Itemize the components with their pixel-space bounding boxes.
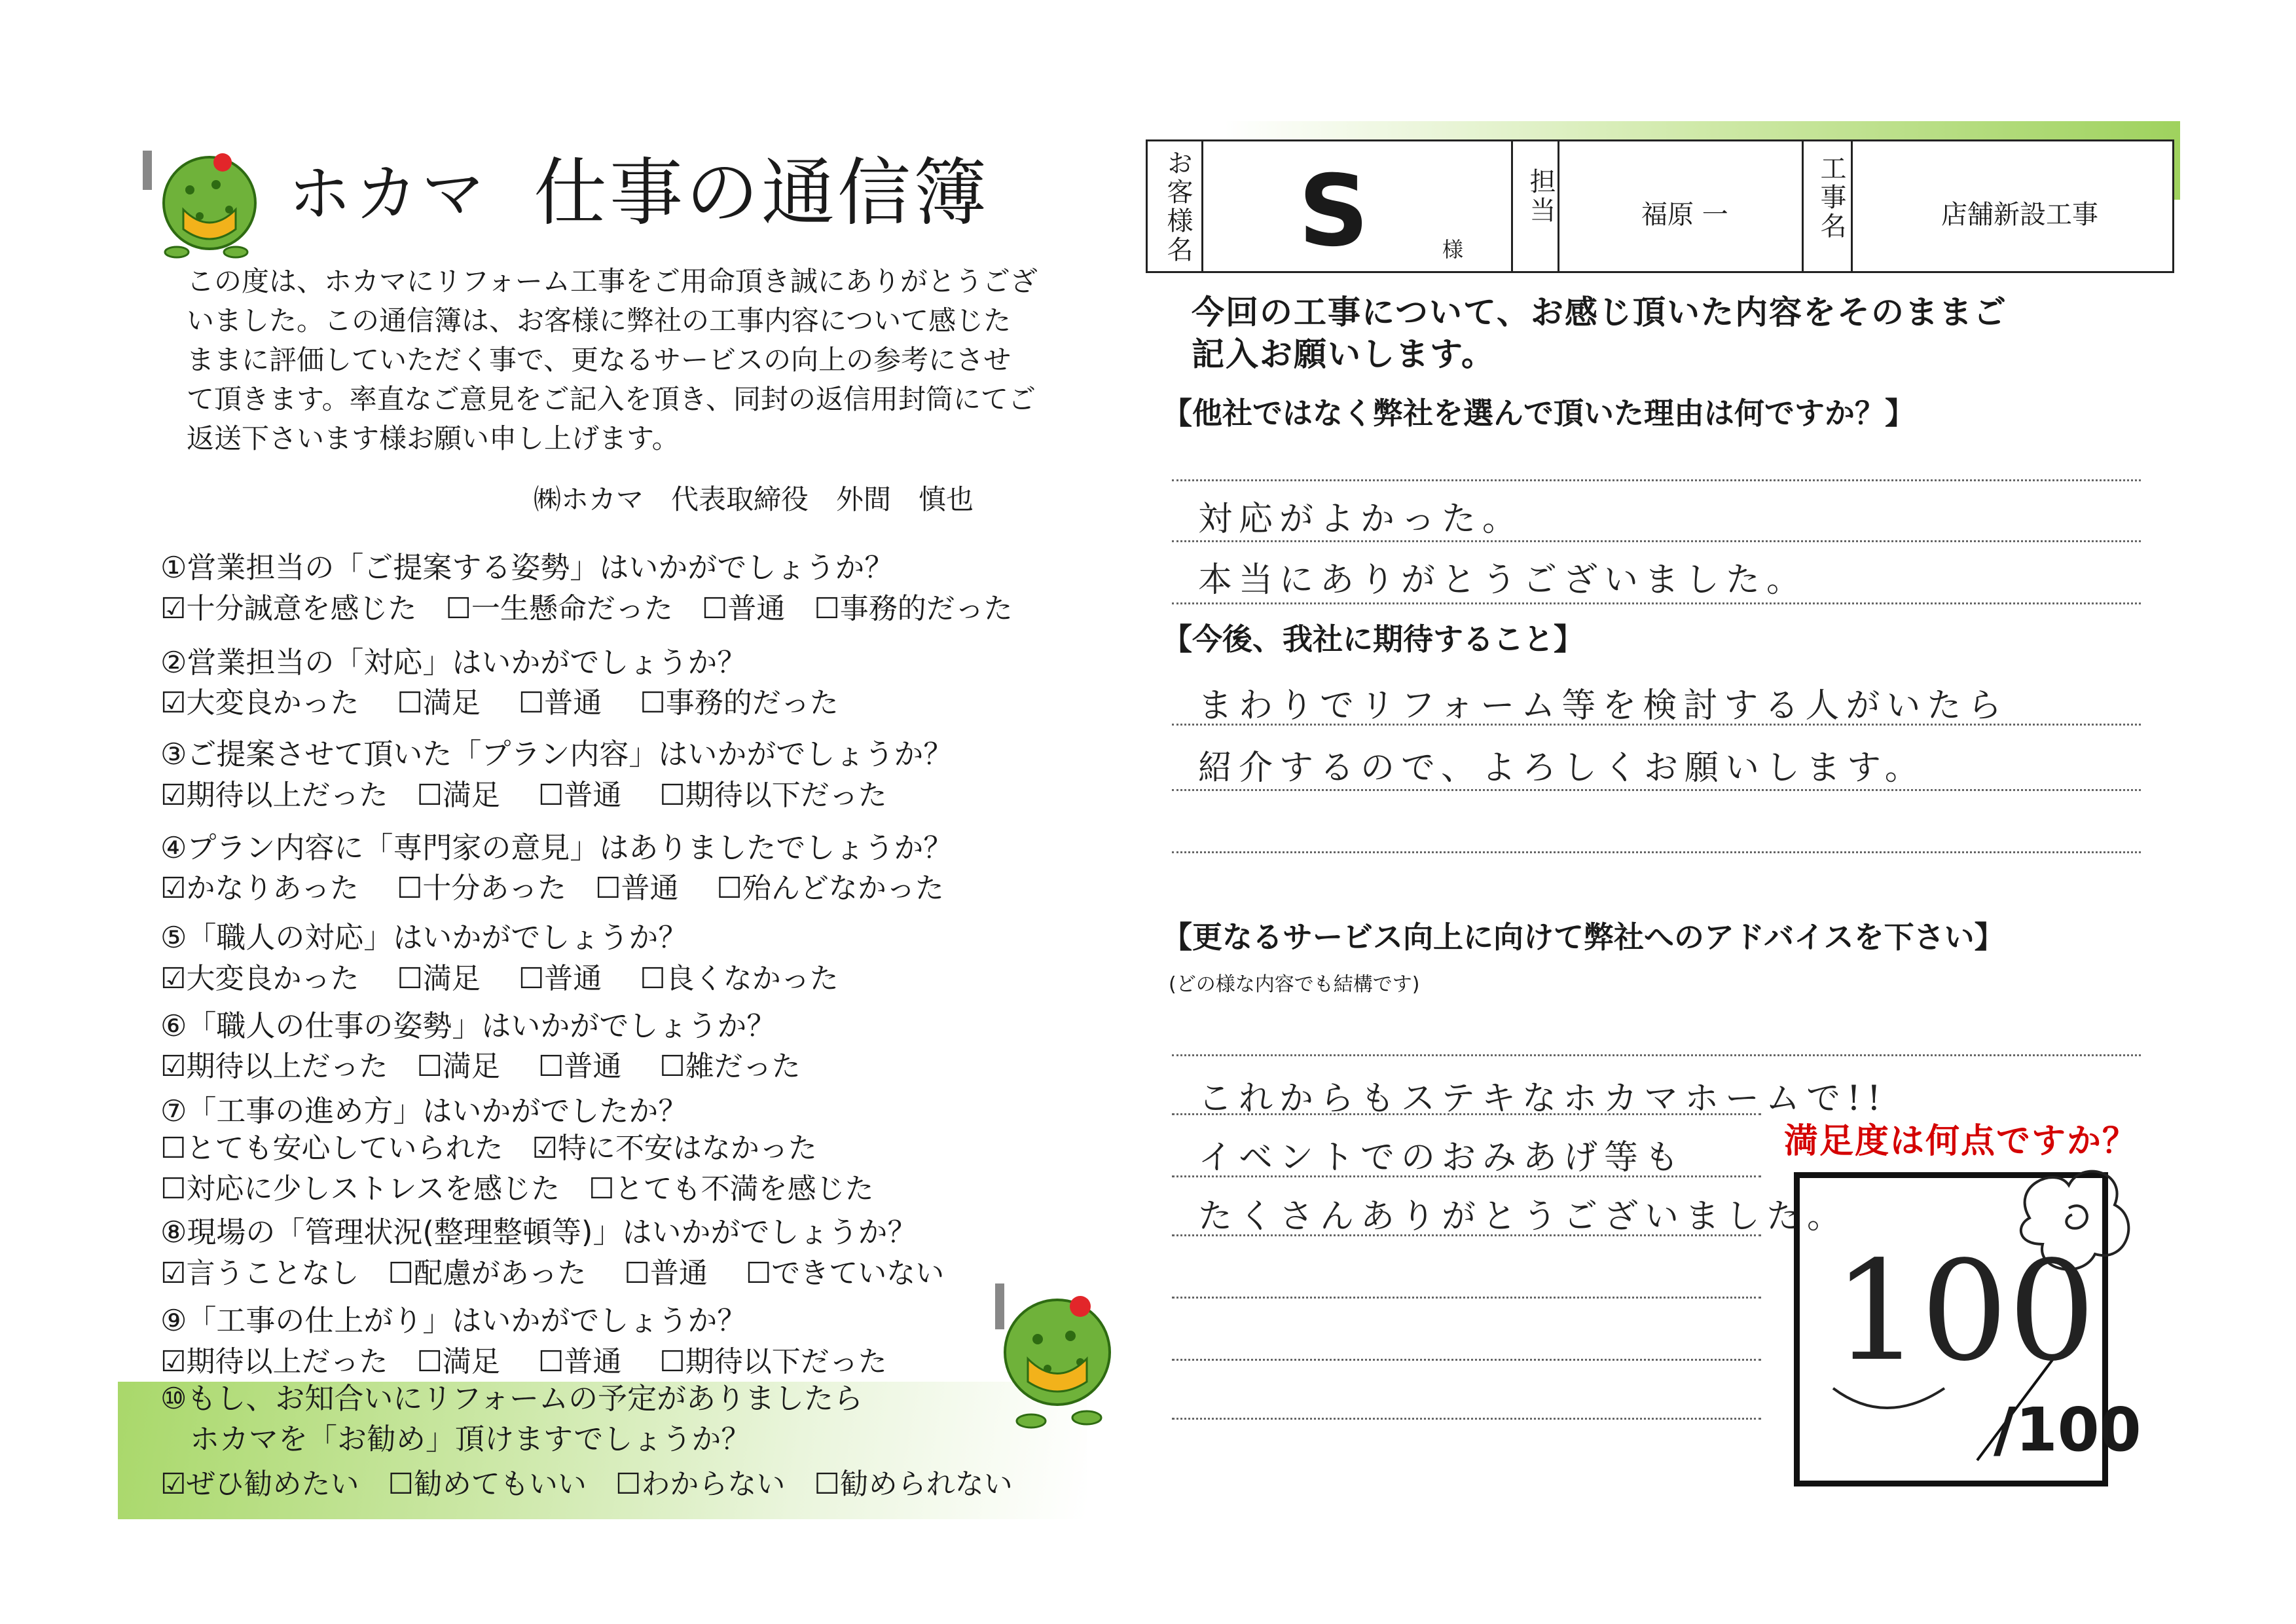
question-3: ③ご提案させて頂いた「プラン内容」はいかがでしょうか？: [160, 737, 953, 771]
question-6-options[interactable]: ☑期待以上だった ☐満足 ☐普通 ☐雑だった: [160, 1050, 801, 1083]
work-label: 工事名: [1816, 155, 1846, 241]
reason-answer-line-2: 本当にありがとうございました。: [1198, 561, 1808, 600]
question-10: ⑩もし、お知合いにリフォームの予定がありましたら ホカマを「お勧め」頂けますでしょうか？: [160, 1381, 864, 1456]
question-7: ⑦「工事の進め方」はいかがでしたか？: [160, 1094, 688, 1128]
advice-answer-line-3: たくさんありがとうございました。: [1198, 1197, 1848, 1236]
question-3-options[interactable]: ☑期待以上だった ☐満足 ☐普通 ☐期待以下だった: [160, 779, 887, 812]
rep-name: 福原 一: [1641, 200, 1728, 230]
question-8-options[interactable]: ☑言うことなし ☐配慮があった ☐普通 ☐できていない: [160, 1257, 945, 1290]
customer-label-cell: [1148, 141, 1203, 271]
question-2-options[interactable]: ☑大変良かった ☐満足 ☐普通 ☐事務的だった: [160, 686, 839, 720]
section-advice-title: 【更なるサービス向上に向けて弊社へのアドバイスを下さい】: [1162, 919, 2005, 955]
section-reason-title: 【他社ではなく弊社を選んで頂いた理由は何ですか？】: [1162, 396, 1915, 431]
question-2: ②営業担当の「対応」はいかがでしょうか？: [160, 645, 747, 680]
signature: ㈱ホカマ 代表取締役 外間 慎也: [534, 483, 974, 515]
work-name: 店舗新設工事: [1941, 200, 2098, 230]
score-max: /100: [1994, 1395, 2141, 1465]
question-5-options[interactable]: ☑大変良かった ☐満足 ☐普通 ☐良くなかった: [160, 962, 839, 995]
rep-label-cell: [1513, 141, 1559, 271]
advice-answer-line-1: これからもステキなホカマホームで!!: [1198, 1079, 1887, 1118]
question-10-options[interactable]: ☑ぜひ勧めたい ☐勧めてもいい ☐わからない ☐勧められない: [160, 1467, 1013, 1501]
score-label: 満足度は何点ですか？: [1784, 1122, 2138, 1161]
brand-name: ホカマ: [288, 157, 488, 231]
question-9-options[interactable]: ☑期待以上だった ☐満足 ☐普通 ☐期待以下だった: [160, 1345, 887, 1378]
question-4-options[interactable]: ☑かなりあった ☐十分あった ☐普通 ☐殆んどなかった: [160, 872, 944, 905]
question-1-options[interactable]: ☑十分誠意を感じた ☐一生懸命だった ☐普通 ☐事務的だった: [160, 592, 1013, 625]
mascot-icon: [982, 1277, 1126, 1434]
section-expect-title: 【今後、我社に期待すること】: [1162, 621, 1584, 657]
question-8: ⑧現場の「管理状況(整理整頓等)」はいかがでしょうか？: [160, 1215, 917, 1249]
mascot-logo: [137, 138, 275, 262]
customer-name-cell: [1203, 141, 1513, 271]
advice-note: (どの様な内容でも結構です): [1169, 973, 1420, 996]
question-4: ④プラン内容に「専門家の意見」はありましたでしょうか？: [160, 830, 953, 865]
customer-name: S: [1298, 155, 1370, 268]
work-name-cell: [1853, 141, 2170, 271]
work-label-cell: [1804, 141, 1853, 271]
expect-answer-line-2: 紹介するので、よろしくお願いします。: [1198, 748, 1925, 788]
expect-answer-line-1: まわりでリフォーム等を検討する人がいたら: [1198, 686, 2009, 726]
intro-text: この度は、ホカマにリフォーム工事をご用命頂き誠にありがとうございました。この通信簿は、お客様に弊社の工事内容について感じたままに評価していただく事で、更なるサービスの向上の参考にさせて頂きます。率直なご意見をご記入を頂き、同封の返信用封筒にてご返送下さいます様お願い申し上げます。: [187, 265, 1038, 454]
question-7-options[interactable]: ☐とても安心していられた ☑特に不安はなかった ☐対応に少しストレスを感じた ☐とても不満を感じた: [160, 1132, 874, 1206]
advice-answer-line-2: イベントでのおみあげ等も: [1198, 1138, 1686, 1177]
customer-label: お客様名: [1163, 149, 1193, 265]
rep-label: 担当: [1525, 168, 1556, 225]
page-title: 仕事の通信簿: [534, 151, 989, 236]
reason-answer-line-1: 対応がよかった。: [1198, 500, 1523, 539]
instruction-text: 今回の工事について、お感じ頂いた内容をそのままご 記入お願いします。: [1192, 293, 2007, 373]
question-6: ⑥「職人の仕事の姿勢」はいかがでしょうか？: [160, 1008, 776, 1043]
rep-name-cell: [1559, 141, 1804, 271]
score-value: 100: [1833, 1231, 2096, 1392]
honorific: 様: [1442, 237, 1464, 262]
question-1: ①営業担当の「ご提案する姿勢」はいかがでしょうか？: [160, 550, 894, 585]
question-5: ⑤「職人の対応」はいかがでしょうか？: [160, 920, 688, 955]
question-9: ⑨「工事の仕上がり」はいかがでしょうか？: [160, 1303, 747, 1338]
customer-info-table: [1146, 139, 2174, 273]
